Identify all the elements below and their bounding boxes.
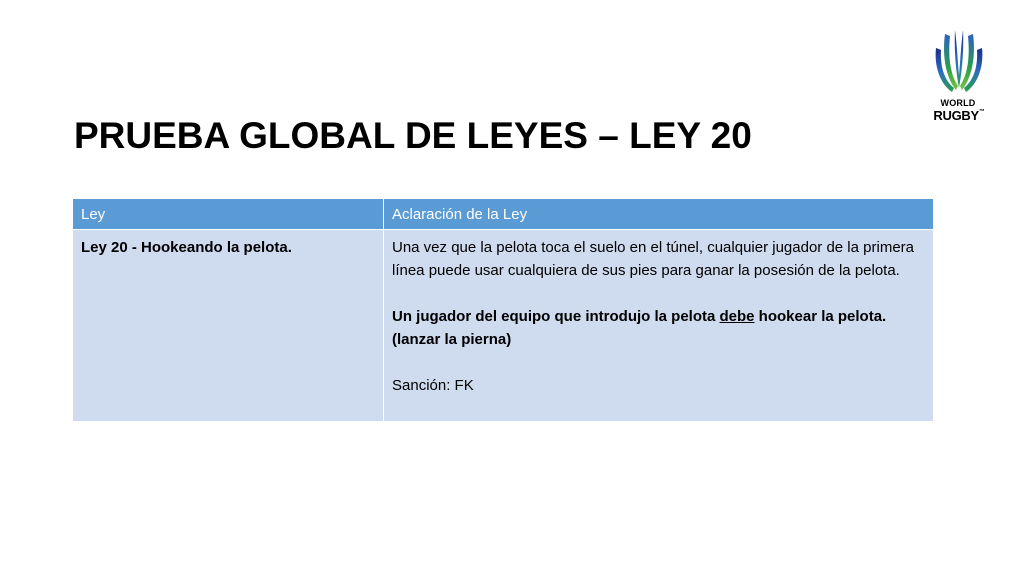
header-law: Ley	[73, 199, 384, 230]
table-header-row	[73, 199, 934, 230]
world-rugby-emblem-icon	[926, 26, 992, 98]
logo-text-rugby-word: RUGBY	[933, 108, 979, 123]
trademark-symbol: ™	[978, 109, 985, 115]
clarification-p2-start: Un jugador del equipo que introdujo la pelota	[392, 308, 720, 325]
clarification-paragraph-2	[392, 305, 925, 351]
clarification-p2-emphasis: debe	[719, 308, 755, 325]
logo-text-world: WORLD	[940, 98, 976, 108]
clarification-paragraph-1: Una vez que la pelota toca el suelo en el túnel, cualquier jugador de la primera línea puede usar cualquiera de sus pies para ganar la posesión de la pelota.	[392, 239, 914, 279]
world-rugby-logo	[926, 26, 992, 126]
law-table	[72, 198, 934, 422]
logo-text-rugby	[926, 109, 992, 122]
header-clarification: Aclaración de la Ley	[384, 199, 934, 230]
cell-law: Ley 20 - Hookeando la pelota.	[73, 230, 384, 422]
clarification-p2-end: hookear la pelota. (lanzar la pierna)	[392, 308, 887, 348]
slide-title: PRUEBA GLOBAL DE LEYES – LEY 20	[74, 115, 752, 156]
table-row	[73, 230, 934, 422]
sanction-text: Sanción: FK	[392, 377, 474, 394]
cell-clarification	[384, 230, 934, 422]
